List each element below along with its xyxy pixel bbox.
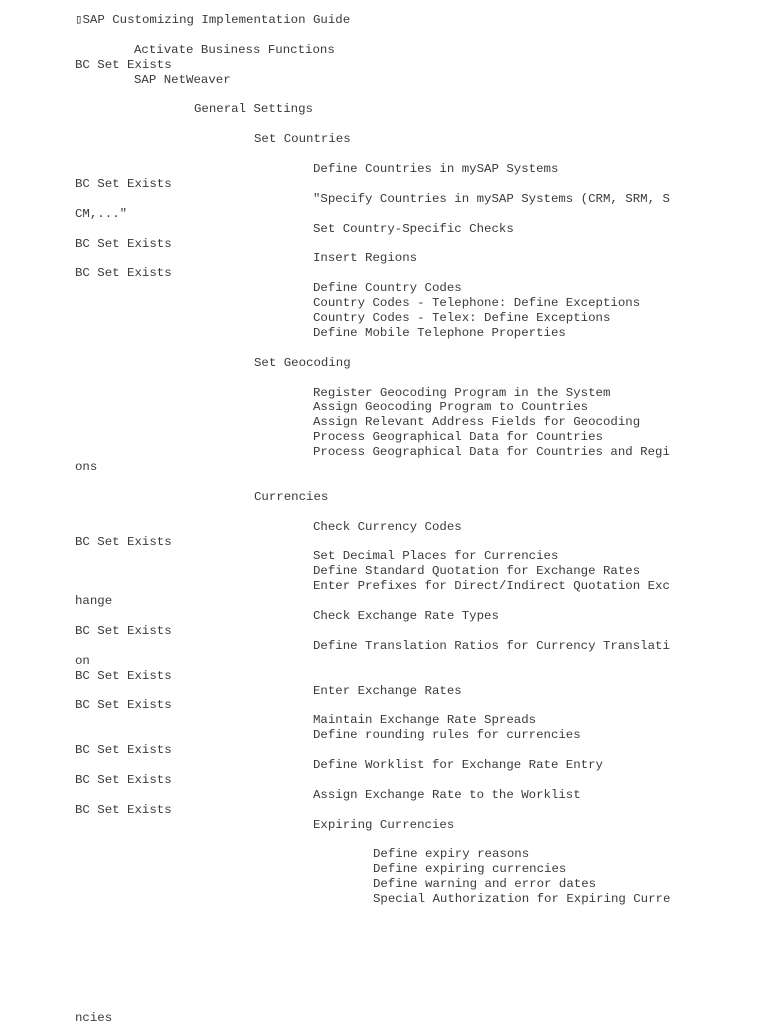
img-node-level-4: Process Geographical Data for Countries and Regi bbox=[313, 445, 670, 460]
img-node-level-4: Country Codes - Telephone: Define Exceptions bbox=[313, 296, 641, 311]
img-node-level-3: Set Geocoding bbox=[254, 355, 351, 370]
img-node-level-5: Special Authorization for Expiring Curre bbox=[373, 892, 671, 907]
wrapped-text-continuation: on bbox=[75, 653, 90, 668]
img-node-level-4: Define Country Codes bbox=[313, 281, 462, 296]
img-node-level-4: Enter Prefixes for Direct/Indirect Quotation Exc bbox=[313, 579, 670, 594]
img-node-level-3: Currencies bbox=[254, 489, 329, 504]
wrapped-text-continuation: ons bbox=[75, 460, 98, 474]
bc-set-exists-flag: BC Set Exists bbox=[75, 623, 172, 638]
img-node-level-5: Define warning and error dates bbox=[373, 877, 597, 892]
img-node-level-5: Define expiring currencies bbox=[373, 862, 567, 877]
img-node-level-4: Process Geographical Data for Countries bbox=[313, 430, 603, 445]
img-node-level-4: Assign Exchange Rate to the Worklist bbox=[313, 787, 581, 802]
bc-set-exists-flag: BC Set Exists bbox=[75, 57, 172, 72]
img-node-level-3: Set Countries bbox=[254, 132, 351, 147]
img-node-level-4: Set Country-Specific Checks bbox=[313, 221, 514, 236]
img-node-level-4: Define rounding rules for currencies bbox=[313, 728, 581, 743]
bc-set-exists-flag: BC Set Exists bbox=[75, 668, 172, 683]
img-node-level-4: Enter Exchange Rates bbox=[313, 683, 462, 698]
img-node-level-4: Check Currency Codes bbox=[313, 519, 462, 534]
img-node-level-4: Define Translation Ratios for Currency Translati bbox=[313, 638, 670, 653]
wrapped-text-continuation: ncies bbox=[75, 1011, 113, 1026]
bc-set-exists-flag: BC Set Exists bbox=[75, 176, 172, 191]
wrapped-text-continuation: CM,..." bbox=[75, 206, 128, 221]
img-node-level-4: Define Standard Quotation for Exchange Rates bbox=[313, 564, 641, 579]
bc-set-exists-flag: BC Set Exists bbox=[75, 802, 172, 817]
img-node-level-4: Assign Geocoding Program to Countries bbox=[313, 400, 589, 415]
bc-set-exists-flag: BC Set Exists bbox=[75, 266, 172, 281]
img-node-level-4: Register Geocoding Program in the System bbox=[313, 385, 611, 400]
img-node-level-4: Set Decimal Places for Currencies bbox=[313, 549, 559, 564]
document-title: ▯SAP Customizing Implementation Guide bbox=[75, 13, 351, 27]
img-node-level-4: "Specify Countries in mySAP Systems (CRM, SRM, S bbox=[313, 191, 670, 206]
img-node-level-1: Activate Business Functions bbox=[134, 42, 335, 57]
img-node-level-4: Assign Relevant Address Fields for Geocoding bbox=[313, 415, 641, 430]
img-node-level-4: Check Exchange Rate Types bbox=[313, 609, 499, 623]
img-node-level-2: General Settings bbox=[194, 102, 313, 117]
bc-set-exists-flag: BC Set Exists bbox=[75, 743, 172, 758]
img-node-level-4: Insert Regions bbox=[313, 251, 418, 266]
bc-set-exists-flag: BC Set Exists bbox=[75, 772, 172, 787]
img-node-level-4: Define Worklist for Exchange Rate Entry bbox=[313, 758, 603, 772]
img-node-level-4: Maintain Exchange Rate Spreads bbox=[313, 713, 537, 728]
wrapped-text-continuation: hange bbox=[75, 594, 113, 609]
img-node-level-4: Define Mobile Telephone Properties bbox=[313, 325, 566, 340]
bc-set-exists-flag: BC Set Exists bbox=[75, 534, 172, 549]
img-node-level-1: SAP NetWeaver bbox=[134, 72, 231, 87]
img-node-level-4: Define Countries in mySAP Systems bbox=[313, 162, 559, 176]
img-node-level-5: Define expiry reasons bbox=[373, 847, 530, 862]
img-node-level-4: Expiring Currencies bbox=[313, 817, 455, 832]
bc-set-exists-flag: BC Set Exists bbox=[75, 698, 172, 713]
img-node-level-4: Country Codes - Telex: Define Exceptions bbox=[313, 311, 611, 325]
bc-set-exists-flag: BC Set Exists bbox=[75, 236, 172, 251]
